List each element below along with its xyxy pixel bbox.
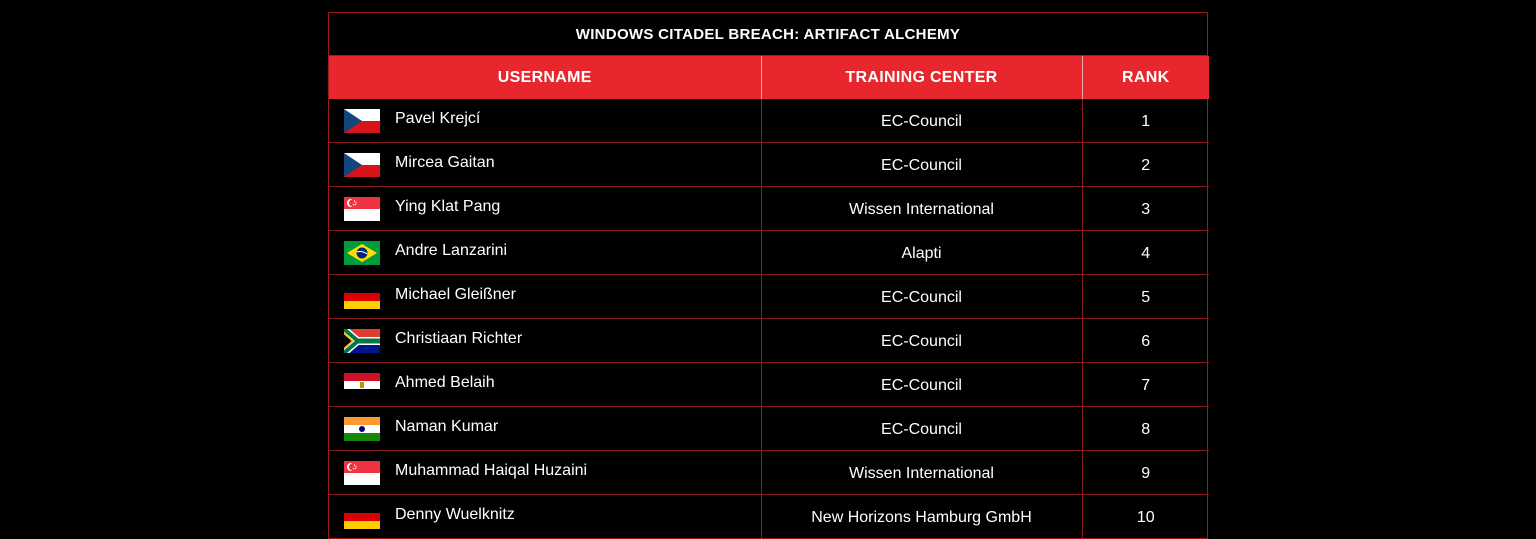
username: Naman Kumar: [395, 417, 499, 435]
username-cell: [329, 495, 761, 539]
username-cell: [329, 451, 761, 495]
rank: 10: [1082, 495, 1209, 539]
username-cell: [329, 231, 761, 275]
rank: 3: [1082, 187, 1209, 231]
flag-czech-republic-icon: [344, 109, 380, 133]
username-cell: [329, 187, 761, 231]
leaderboard-title: WINDOWS CITADEL BREACH: ARTIFACT ALCHEMY: [329, 13, 1207, 56]
table-row: [329, 187, 1209, 231]
flag-germany-icon: [344, 285, 380, 309]
leaderboard: [328, 12, 1208, 539]
flag-czech-republic-icon: [344, 153, 380, 177]
table-row: [329, 275, 1209, 319]
rank: 4: [1082, 231, 1209, 275]
username: Muhammad Haiqal Huzaini: [395, 461, 588, 479]
column-header-username: USERNAME: [329, 56, 761, 99]
table-row: [329, 99, 1209, 143]
training-center: EC-Council: [761, 319, 1082, 363]
rank: 5: [1082, 275, 1209, 319]
flag-brazil-icon: [344, 241, 380, 265]
training-center: EC-Council: [761, 275, 1082, 319]
username-cell: [329, 363, 761, 407]
username: Ahmed Belaih: [395, 373, 495, 391]
table-row: [329, 319, 1209, 363]
leaderboard-table: [329, 56, 1209, 538]
rank: 8: [1082, 407, 1209, 451]
flag-singapore-icon: [344, 461, 380, 485]
training-center: EC-Council: [761, 407, 1082, 451]
username-cell: [329, 275, 761, 319]
flag-germany-icon: [344, 505, 380, 529]
training-center: New Horizons Hamburg GmbH: [761, 495, 1082, 539]
table-row: [329, 495, 1209, 539]
column-header-rank: RANK: [1082, 56, 1209, 99]
username-cell: [329, 407, 761, 451]
training-center: EC-Council: [761, 99, 1082, 143]
username: Michael Gleißner: [395, 285, 516, 303]
flag-singapore-icon: [344, 197, 380, 221]
rank: 1: [1082, 99, 1209, 143]
training-center: EC-Council: [761, 143, 1082, 187]
column-header-training-center: TRAINING CENTER: [761, 56, 1082, 99]
username-cell: [329, 99, 761, 143]
rank: 6: [1082, 319, 1209, 363]
training-center: EC-Council: [761, 363, 1082, 407]
username-cell: [329, 143, 761, 187]
table-row: [329, 451, 1209, 495]
username: Andre Lanzarini: [395, 241, 508, 259]
table-row: [329, 231, 1209, 275]
username-cell: [329, 319, 761, 363]
username: Pavel Krejcí: [395, 109, 481, 127]
username: Denny Wuelknitz: [395, 505, 515, 523]
flag-egypt-icon: [344, 373, 380, 397]
rank: 7: [1082, 363, 1209, 407]
username: Christiaan Richter: [395, 329, 523, 347]
table-row: [329, 363, 1209, 407]
username: Mircea Gaitan: [395, 153, 495, 171]
table-row: [329, 407, 1209, 451]
header-row: [329, 56, 1209, 99]
username: Ying Klat Pang: [395, 197, 501, 215]
rank: 2: [1082, 143, 1209, 187]
training-center: Wissen International: [761, 187, 1082, 231]
training-center: Alapti: [761, 231, 1082, 275]
flag-india-icon: [344, 417, 380, 441]
flag-south-africa-icon: [344, 329, 380, 353]
table-row: [329, 143, 1209, 187]
rank: 9: [1082, 451, 1209, 495]
training-center: Wissen International: [761, 451, 1082, 495]
